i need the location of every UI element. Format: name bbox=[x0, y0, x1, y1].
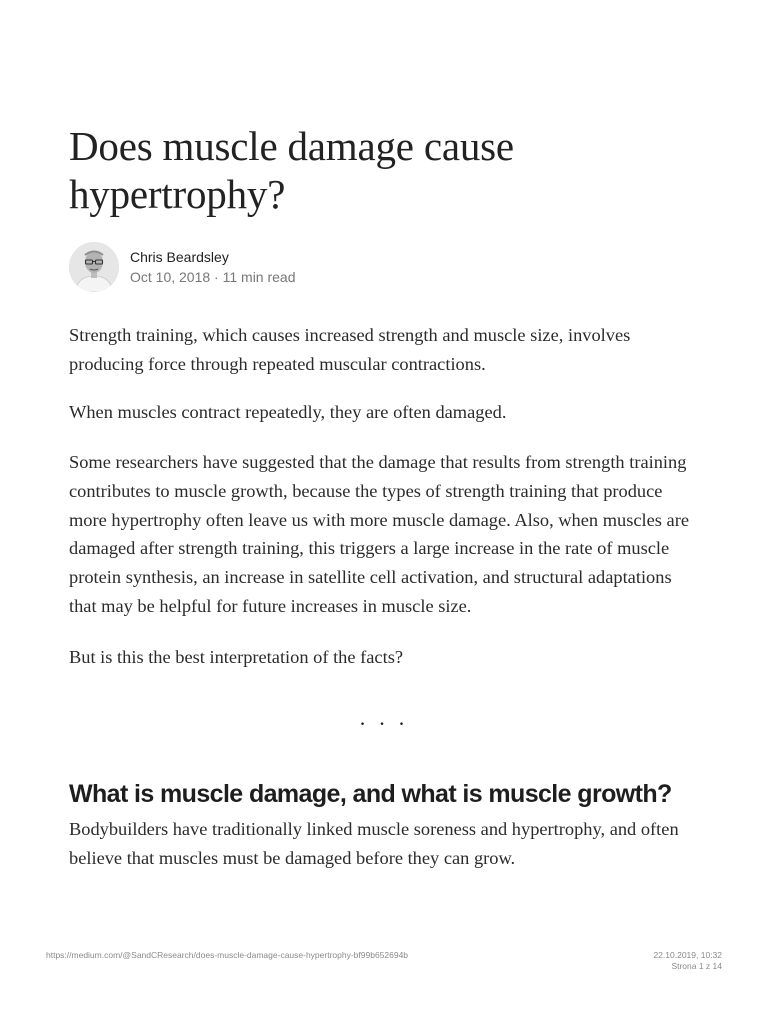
byline-text bbox=[130, 247, 296, 287]
author-name[interactable]: Chris Beardsley bbox=[130, 249, 229, 265]
section-separator: ... bbox=[359, 705, 419, 730]
footer-page-number: Strona 1 z 14 bbox=[671, 961, 722, 971]
footer-info bbox=[653, 950, 722, 972]
footer-datetime: 22.10.2019, 10:32 bbox=[653, 950, 722, 960]
footer-url: https://medium.com/@SandCResearch/does-muscle-damage-cause-hypertrophy-bf99b652694b bbox=[46, 950, 409, 960]
avatar-portrait-icon bbox=[69, 242, 119, 292]
byline bbox=[69, 241, 296, 293]
paragraph: But is this the best interpretation of the facts? bbox=[69, 647, 404, 667]
paragraph: Strength training, which causes increased strength and muscle size, involves producing force through repeated muscular contractions. bbox=[69, 325, 631, 374]
section-heading: What is muscle damage, and what is muscle growth? bbox=[69, 780, 672, 808]
paragraph: Some researchers have suggested that the damage that results from strength training contributes to muscle growth, because the types of strength training that produce more hypertrophy often leave us with more muscle damage. Also, when muscles are damaged after strength training, this triggers a large increase in the rate of muscle protein synthesis, an increase in satellite cell activation, and structural adaptations that may be helpful for future increases in muscle size. bbox=[69, 452, 689, 616]
paragraph: When muscles contract repeatedly, they are often damaged. bbox=[69, 402, 507, 422]
author-avatar[interactable] bbox=[69, 242, 119, 292]
article-title: Does muscle damage cause hypertrophy? bbox=[69, 123, 514, 217]
paragraph: Bodybuilders have traditionally linked muscle soreness and hypertrophy, and often believe that muscles must be damaged before they can grow. bbox=[69, 819, 679, 868]
publish-meta: Oct 10, 2018 · 11 min read bbox=[130, 269, 296, 285]
